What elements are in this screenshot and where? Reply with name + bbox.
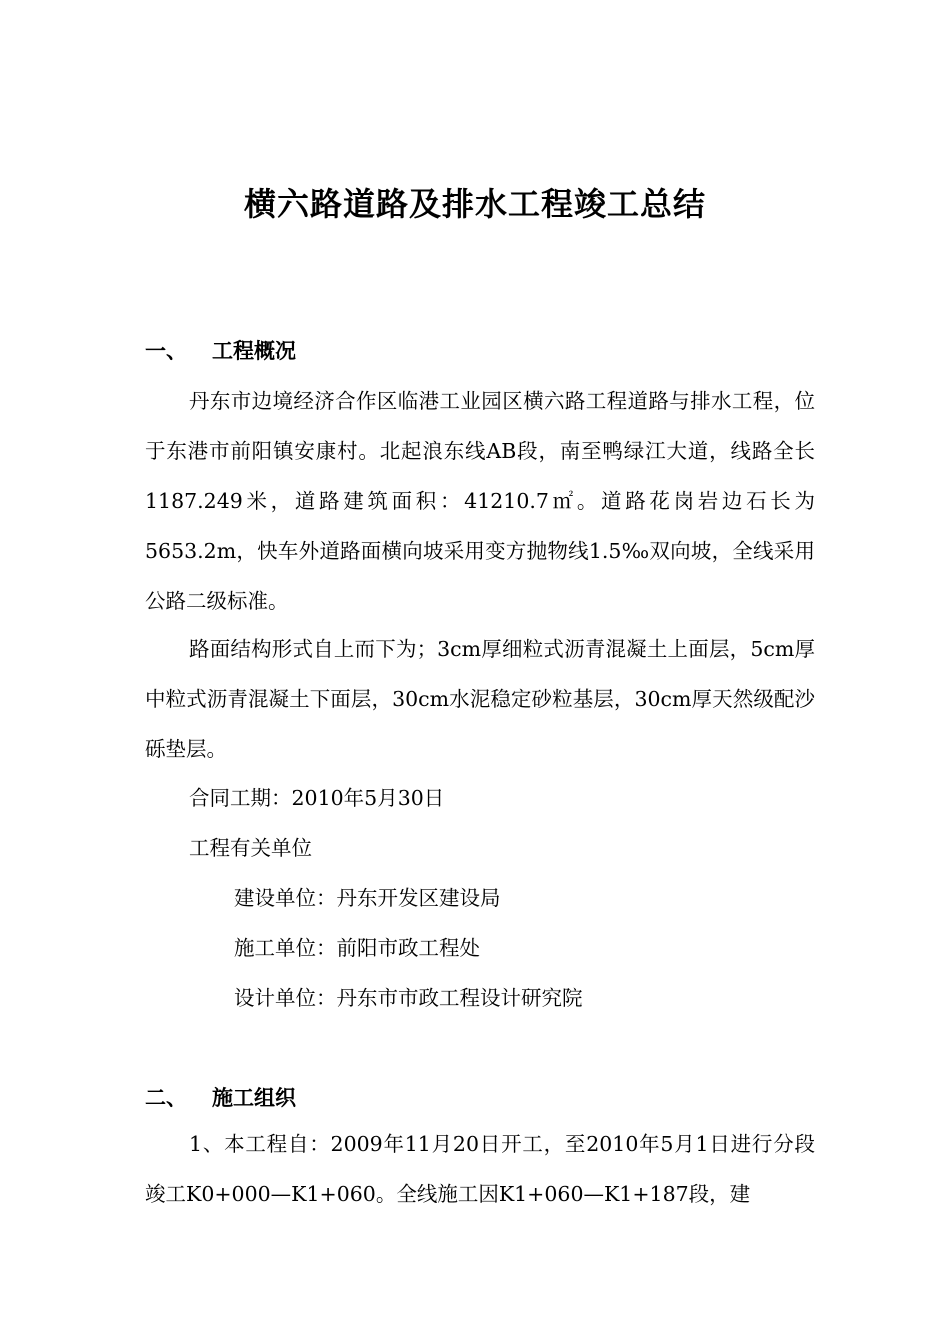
paragraph-construction-org: 1、本工程自：2009年11月20日开工，至2010年5月1日进行分段竣工K0+000—K1+060。全线施工因K1+060—K1+187段，建 <box>145 1132 815 1206</box>
unit-construction-owner: 建设单位：丹东开发区建设局 <box>234 886 501 910</box>
contract-period: 合同工期：2010年5月30日 <box>189 786 445 810</box>
section-heading-2 <box>145 1083 296 1113</box>
section-heading-1 <box>145 336 296 366</box>
paragraph-overview: 丹东市边境经济合作区临港工业园区横六路工程道路与排水工程，位于东港市前阳镇安康村。北起浪东线AB段，南至鸭绿江大道，线路全长1187.249米，道路建筑面积：41210.7㎡。道路花岗岩边石长为5653.2m，快车外道路面横向坡采用变方抛物线1.5‰双向坡，全线采用公路二级标准。 <box>145 389 815 613</box>
document-title: 横六路道路及排水工程竣工总结 <box>243 185 706 223</box>
unit-contractor: 施工单位：前阳市政工程处 <box>234 936 480 960</box>
section-number-2: 二、 <box>145 1085 187 1110</box>
section-title-2: 施工组织 <box>212 1085 296 1110</box>
units-heading: 工程有关单位 <box>189 836 312 860</box>
unit-designer: 设计单位：丹东市市政工程设计研究院 <box>234 986 583 1010</box>
paragraph-pavement-structure: 路面结构形式自上而下为；3cm厚细粒式沥青混凝土上面层，5cm厚中粒式沥青混凝土下面层，30cm水泥稳定砂粒基层，30cm厚天然级配沙砾垫层。 <box>145 637 815 761</box>
section-title-1: 工程概况 <box>212 338 296 363</box>
section-number-1: 一、 <box>145 338 187 363</box>
